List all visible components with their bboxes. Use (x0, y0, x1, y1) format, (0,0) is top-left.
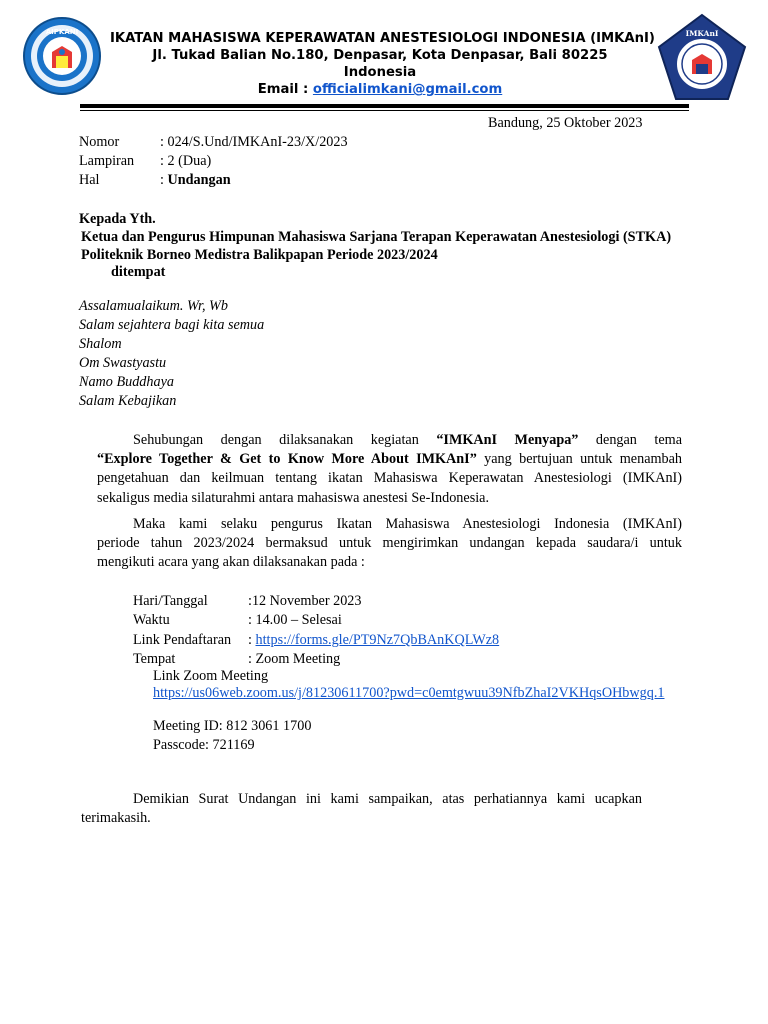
greeting-3: Shalom (79, 336, 122, 352)
greeting-2: Salam sejahtera bagi kita semua (79, 317, 265, 333)
zoom-link-label: Link Zoom Meeting (153, 668, 269, 684)
paragraph-2-line-3: mengikuti acara yang akan dilaksanakan pada : (97, 554, 365, 570)
recipient-line-1: Ketua dan Pengurus Himpunan Mahasiswa Sarjana Terapan Keperawatan Anestesiologi (STKA) (81, 229, 672, 245)
event-theme: “Explore Together & Get to Know More About IMKAnI” (97, 451, 477, 467)
nomor-value: : 024/S.Und/IMKAnI-23/X/2023 (160, 134, 348, 150)
greeting-5: Namo Buddhaya (79, 374, 174, 390)
tanggal-value: :12 November 2023 (248, 593, 362, 609)
link-pendaftaran-colon: : (248, 632, 256, 648)
tempat-value: : Zoom Meeting (248, 651, 341, 667)
letterhead-rule-thin (80, 110, 689, 111)
lampiran-label: Lampiran (79, 153, 135, 169)
paragraph-1-line-2 (97, 450, 682, 469)
organization-country: Indonesia (343, 65, 417, 80)
email-label: Email : (257, 82, 313, 97)
meeting-passcode: Passcode: 721169 (153, 737, 255, 753)
paragraph-1-purpose: yang bertujuan untuk menambah (476, 451, 683, 467)
hal-value-line (160, 171, 231, 190)
hal-label: Hal (79, 172, 100, 188)
hal-value: Undangan (167, 172, 231, 188)
meeting-id: Meeting ID: 812 3061 1700 (153, 718, 312, 734)
aipkani-logo-text: AIPKANI (45, 28, 79, 36)
greeting-6: Salam Kebajikan (79, 393, 177, 409)
link-pendaftaran-value-line (248, 631, 499, 650)
paragraph-2-line-1: Maka kami selaku pengurus Ikatan Mahasiswa Anestesiologi Indonesia (IMKAnI) (133, 516, 682, 532)
nomor-label: Nomor (79, 134, 120, 150)
paragraph-1-line-4: sekaligus media silaturahmi antara mahasiswa anestesi Se-Indonesia. (97, 490, 490, 506)
recipient-place: ditempat (111, 264, 166, 280)
greeting-4: Om Swastyastu (79, 355, 167, 371)
letterhead-rule-thick (80, 104, 689, 108)
waktu-label: Waktu (133, 612, 170, 628)
registration-link[interactable]: https://forms.gle/PT9Nz7QbBAnKQLWz8 (255, 632, 500, 648)
closing-line-1: Demikian Surat Undangan ini kami sampaikan, atas perhatiannya kami ucapkan (133, 791, 642, 807)
paragraph-1-line-3: pengetahuan dan keilmuan tentang ikatan Mahasiswa Keperawatan Anestesiologi (IMKAnI) (97, 470, 682, 486)
tanggal-label: Hari/Tanggal (133, 593, 208, 609)
greeting-1: Assalamualaikum. Wr, Wb (79, 298, 228, 314)
closing-line-2: terimakasih. (81, 810, 151, 826)
paragraph-2-line-2: periode tahun 2023/2024 bermaksud untuk mengirimkan undangan kepada saudara/i untuk (97, 535, 682, 551)
waktu-value: : 14.00 – Selesai (248, 612, 342, 628)
imkani-logo (656, 12, 748, 104)
letter-date: Bandung, 25 Oktober 2023 (488, 115, 643, 131)
organization-name: IKATAN MAHASISWA KEPERAWATAN ANESTESIOLOGI INDONESIA (IMKAnI) (110, 31, 655, 46)
organization-email-line (110, 81, 650, 98)
email-link[interactable]: officialimkani@gmail.com (312, 82, 503, 97)
zoom-meeting-link[interactable]: https://us06web.zoom.us/j/81230611700?pwd=c0emtgwuu39NfbZhaI2VKHqsOHbwgq.1 (153, 685, 665, 701)
lampiran-value: : 2 (Dua) (160, 153, 212, 169)
paragraph-1-theme-lead: dengan tema (578, 432, 682, 448)
recipient-salutation: Kepada Yth. (79, 211, 156, 227)
hal-colon: : (160, 172, 168, 188)
recipient-line-2: Politeknik Borneo Medistra Balikpapan Periode 2023/2024 (81, 247, 438, 263)
paragraph-1-line-1 (133, 431, 682, 450)
imkani-logo-text: IMKAnI (685, 29, 719, 38)
organization-address: Jl. Tukad Balian No.180, Denpasar, Kota Denpasar, Bali 80225 (152, 48, 608, 63)
tempat-label: Tempat (133, 651, 176, 667)
event-name: “IMKAnI Menyapa” (436, 432, 579, 448)
paragraph-1-intro: Sehubungan dengan dilaksanakan kegiatan (133, 432, 437, 448)
aipkani-logo (22, 16, 102, 96)
link-pendaftaran-label: Link Pendaftaran (133, 632, 232, 648)
